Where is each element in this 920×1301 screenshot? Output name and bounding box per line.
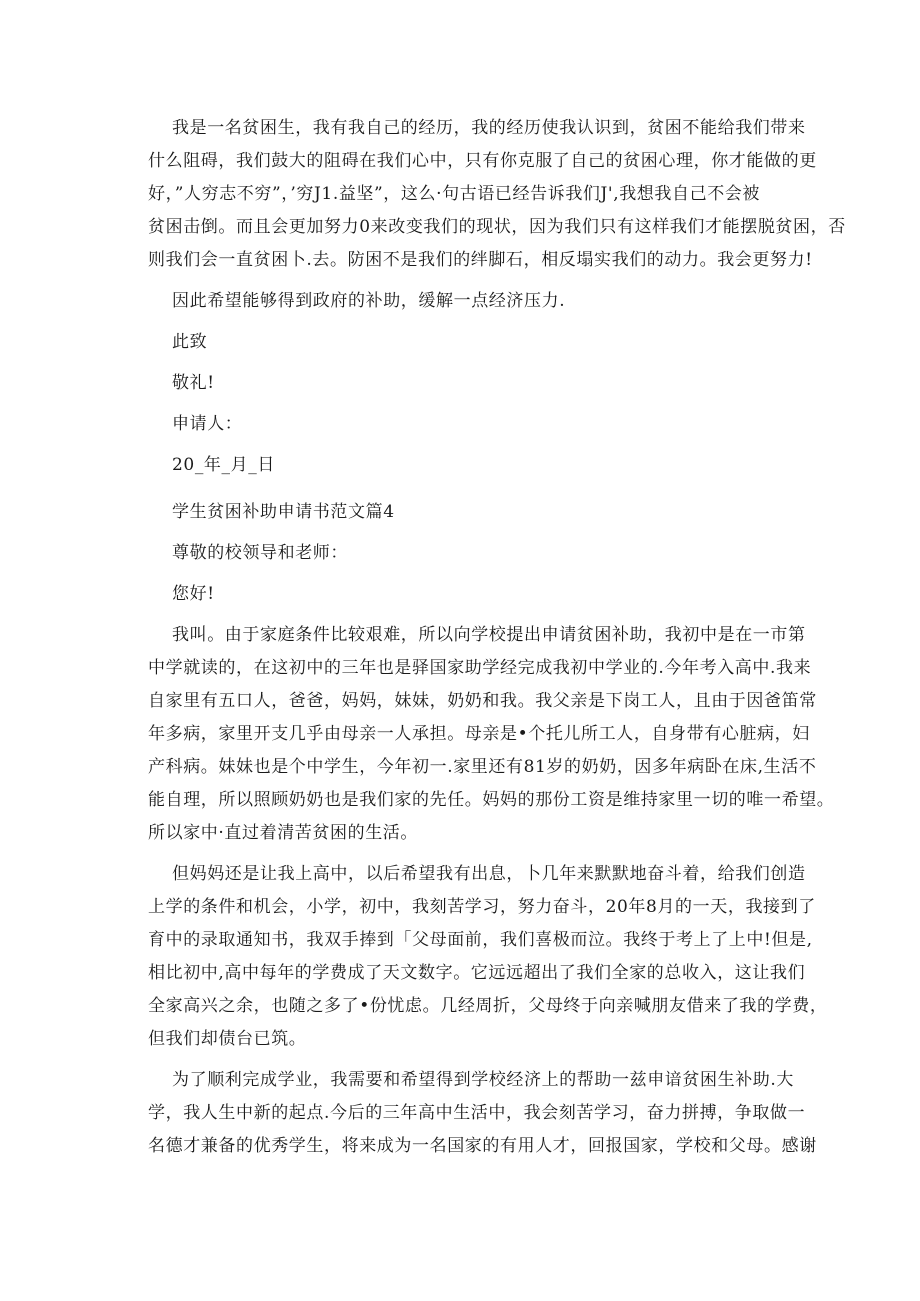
text-line: 名德才兼备的优秀学生，将来成为一名国家的有用人才，回报国家，学校和父母。感谢	[148, 1136, 817, 1156]
text-line: 则我们会一直贫困卜.去。防困不是我们的绊脚石，相反塌实我们的动力。我会更努力!	[148, 250, 813, 270]
text-line: 因此希望能够得到政府的补助，缓解一点经济压力.	[172, 291, 566, 311]
closing-ci-zhi: 此致	[172, 332, 208, 352]
text-line: 相比初中,高中每年的学费成了天文数字。它远远超出了我们全家的总收入，这让我们	[148, 963, 806, 983]
text-line: 全家高兴之余，也随之多了•份忧虑。几经周折，父母终于向亲喊朋友借来了我的学费，	[148, 996, 828, 1016]
text-line: 上学的条件和机会，小学，初中，我刻苦学习，努力奋斗，20年8月的一天，我接到了	[148, 897, 816, 917]
text-line: 好，”人穷志不穷”，’穷J1.益坚”，这么·句古语已经告诉我们J',我想我自己不会被	[148, 184, 761, 204]
text-line: 育中的录取通知书，我双手捧到「父母面前，我们喜极而泣。我终于考上了上中!但是,	[148, 930, 813, 950]
paragraph-1	[148, 112, 846, 277]
text-line: 中学就读的，在这初中的三年也是驿国家助学经完成我初中学业的.今年考入高中.我来	[148, 658, 812, 678]
text-line: 我叫。由于家庭条件比较艰难，所以向学校提出申请贫困补助，我初中是在一市第	[172, 625, 806, 645]
closing-jing-li: 敬礼!	[172, 373, 215, 393]
text-line: 年多病，家里开支几乎由母亲一人承担。母亲是•个托儿所工人，自身带有心脏病，妇	[148, 724, 810, 744]
text-line: 学，我人生中新的起点.今后的三年高中生活中，我会刻苦学习，奋力拼搏，争取做一	[148, 1103, 806, 1123]
text-line: 贫困击倒。而且会更加努力0来改变我们的现状，因为我们只有这样我们才能摆脱贫困，否	[148, 217, 846, 237]
section-title: 学生贫困补助申请书范文篇4	[172, 502, 395, 522]
text-line: 但我们却债台已筑。	[148, 1029, 307, 1049]
document-page	[148, 112, 846, 1171]
date-line: 20_年_月_日	[172, 455, 275, 475]
text-line: 能自理，所以照顾奶奶也是我们家的先任。妈妈的那份工资是维持家里一切的唯一希望。	[148, 790, 835, 810]
salutation: 尊敬的校领导和老师：	[172, 543, 348, 563]
text-line: 什么阻碍，我们鼓大的阻碍在我们心中，只有你克服了自己的贫困心理，你才能做的更	[148, 151, 817, 171]
text-line: 但妈妈还是让我上高中，以后希望我有出息，卜几年来默默地奋斗着，给我们创造	[172, 864, 806, 884]
text-line: 自家里有五口人，爸爸，妈妈，妹妹，奶奶和我。我父亲是下岗工人，且由于因爸笛常	[148, 691, 817, 711]
greeting: 您好!	[172, 584, 215, 604]
text-line: 为了顺利完成学业，我需要和希望得到学校经济上的帮助一兹申谙贫困生补助.大	[172, 1070, 795, 1090]
paragraph-2	[172, 285, 784, 318]
text-line: 所以家中·直过着清苦贫困的生活。	[148, 823, 419, 843]
text-line: 产科病。妹妹也是个中学生，今年初一.家里还有81岁的奶奶，因多年病卧在床,生活不	[148, 757, 817, 777]
body-paragraph-1	[148, 619, 835, 850]
text-line: 我是一名贫困生，我有我自己的经历，我的经历使我认识到，贫困不能给我们带来	[172, 118, 806, 138]
body-paragraph-3	[148, 1064, 817, 1163]
applicant-label: 申请人：	[172, 414, 243, 434]
body-paragraph-2	[148, 858, 828, 1056]
